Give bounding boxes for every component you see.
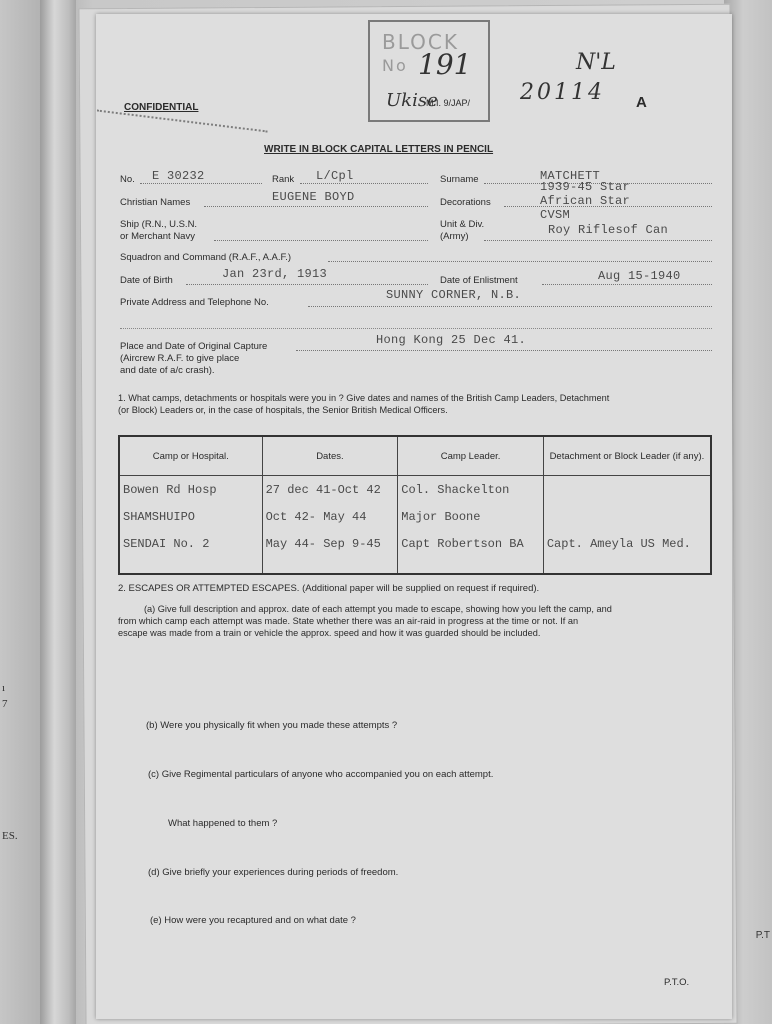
enlistment-label: Date of Enlistment — [440, 275, 518, 286]
surname-label: Surname — [440, 174, 479, 185]
enlistment-value: Aug 15-1940 — [598, 269, 681, 283]
confidential-label: CONFIDENTIAL — [124, 102, 199, 113]
decoration-3: CVSM — [540, 208, 571, 222]
ship-label-1: Ship (R.N., U.S.N. — [120, 219, 198, 230]
surname-value: MATCHETT — [540, 169, 601, 183]
enlistment-line — [542, 284, 712, 285]
dates-cell: May 44- Sep 9-45 — [262, 530, 398, 557]
detachment-cell: Capt. Ameyla US Med. — [543, 530, 711, 557]
address-value: SUNNY CORNER, N.B. — [386, 288, 522, 302]
leader-cell: Col. Shackelton — [398, 476, 544, 504]
squadron-line — [328, 261, 712, 262]
question-2a-line-1: (a) Give full description and approx. date of each attempt you made to escape, showing how you left the camp, and — [144, 604, 612, 614]
unit-label-2: (Army) — [440, 231, 469, 242]
no-label: No. — [120, 174, 135, 185]
left-edge-text-1: ı — [2, 682, 6, 694]
address-label: Private Address and Telephone No. — [120, 297, 269, 308]
stamp-no-label: No — [382, 56, 408, 75]
detachment-cell — [543, 476, 711, 504]
header-camp: Camp or Hospital. — [119, 436, 262, 476]
capture-line — [296, 350, 712, 351]
rank-line — [300, 183, 428, 184]
ship-line — [214, 240, 428, 241]
question-2c-sub: What happened to them ? — [168, 818, 278, 829]
camps-table — [118, 435, 712, 575]
question-2d: (d) Give briefly your experiences during periods of freedom. — [148, 867, 399, 878]
rank-value: L/Cpl — [316, 169, 354, 183]
decorations-label: Decorations — [440, 197, 491, 208]
question-2e: (e) How were you recaptured and on what date ? — [150, 915, 356, 926]
header-detachment-leader: Detachment or Block Leader (if any). — [543, 436, 711, 476]
table-row — [119, 503, 711, 530]
leader-cell: Major Boone — [398, 503, 544, 530]
address-line — [308, 306, 712, 307]
table-row-blank — [119, 557, 711, 574]
no-line — [140, 183, 262, 184]
dob-line — [186, 284, 428, 285]
question-1-line-1: 1. What camps, detachments or hospitals were you in ? Give dates and names of the British Camp Leaders, Detachment — [118, 393, 610, 403]
leader-cell: Capt Robertson BA — [398, 530, 544, 557]
dates-cell: Oct 42- May 44 — [262, 503, 398, 530]
right-edge-text: P.T — [755, 930, 770, 941]
unit-value: Roy Riflesof Can — [548, 223, 669, 237]
table-row — [119, 476, 711, 504]
christian-names-label: Christian Names — [120, 197, 191, 208]
nl-mark: N'L — [576, 50, 616, 75]
dob-value: Jan 23rd, 1913 — [222, 267, 328, 281]
camps-table-header — [119, 436, 711, 476]
table-row — [119, 530, 711, 557]
capture-value: Hong Kong 25 Dec 41. — [376, 333, 527, 347]
dates-cell: 27 dec 41-Oct 42 — [262, 476, 398, 504]
left-edge-text-3: ES. — [2, 830, 18, 842]
christian-names-value: EUGENE BOYD — [272, 190, 355, 204]
pto-label: P.T.O. — [664, 977, 690, 988]
tag-string — [96, 110, 267, 137]
capture-label-3: and date of a/c crash). — [120, 365, 215, 376]
ship-label-2: or Merchant Navy — [120, 231, 195, 242]
capture-label-2: (Aircrew R.A.F. to give place — [120, 353, 240, 364]
unit-label-1: Unit & Div. — [440, 219, 485, 230]
question-2a-line-2: from which camp each attempt was made. State whether there was an air-raid in progress at the time or not. If an — [118, 616, 579, 626]
left-adjacent-page — [0, 0, 41, 1024]
address-extra-line — [120, 328, 712, 329]
letter-mark: A — [636, 94, 647, 111]
header-dates: Dates. — [262, 436, 398, 476]
detachment-cell — [543, 503, 711, 530]
capture-label-1: Place and Date of Original Capture — [120, 341, 268, 352]
camp-cell: Bowen Rd Hosp — [119, 476, 262, 504]
camp-cell: SHAMSHUIPO — [119, 503, 262, 530]
squadron-label: Squadron and Command (R.A.F., A.A.F.) — [120, 252, 292, 263]
left-edge-text-2: 7 — [2, 698, 8, 710]
header-camp-leader: Camp Leader. — [398, 436, 544, 476]
stamp-block-label: BLOCK — [382, 30, 459, 54]
unit-line — [484, 240, 712, 241]
form-sheet — [96, 14, 732, 1019]
stamp-number: 191 — [418, 48, 472, 81]
question-2b: (b) Were you physically fit when you made these attempts ? — [146, 720, 398, 731]
decoration-2: African Star — [540, 194, 631, 208]
file-number: 20114 — [520, 80, 605, 105]
no-value: E 30232 — [152, 169, 205, 183]
rank-label: Rank — [272, 174, 295, 185]
decoration-1: 1939-45 Star — [540, 180, 631, 194]
camp-cell: SENDAI No. 2 — [119, 530, 262, 557]
form-reference: M.I. 9/JAP/ — [426, 98, 471, 108]
question-2-heading: 2. ESCAPES OR ATTEMPTED ESCAPES. (Additional paper will be supplied on request if required). — [118, 583, 540, 594]
binder-spine — [40, 0, 76, 1024]
stamp-scrawl: Ukise — [386, 90, 438, 111]
dob-label: Date of Birth — [120, 275, 173, 286]
question-1-line-2: (or Block) Leaders or, in the case of hospitals, the Senior British Medical Officers. — [118, 405, 448, 415]
form-title: WRITE IN BLOCK CAPITAL LETTERS IN PENCIL — [264, 144, 494, 155]
question-2a-line-3: escape was made from a train or vehicle the approx. speed and how it was guarded should be included. — [118, 628, 541, 638]
question-2c: (c) Give Regimental particulars of anyone who accompanied you on each attempt. — [148, 769, 494, 780]
christian-names-line — [204, 206, 428, 207]
